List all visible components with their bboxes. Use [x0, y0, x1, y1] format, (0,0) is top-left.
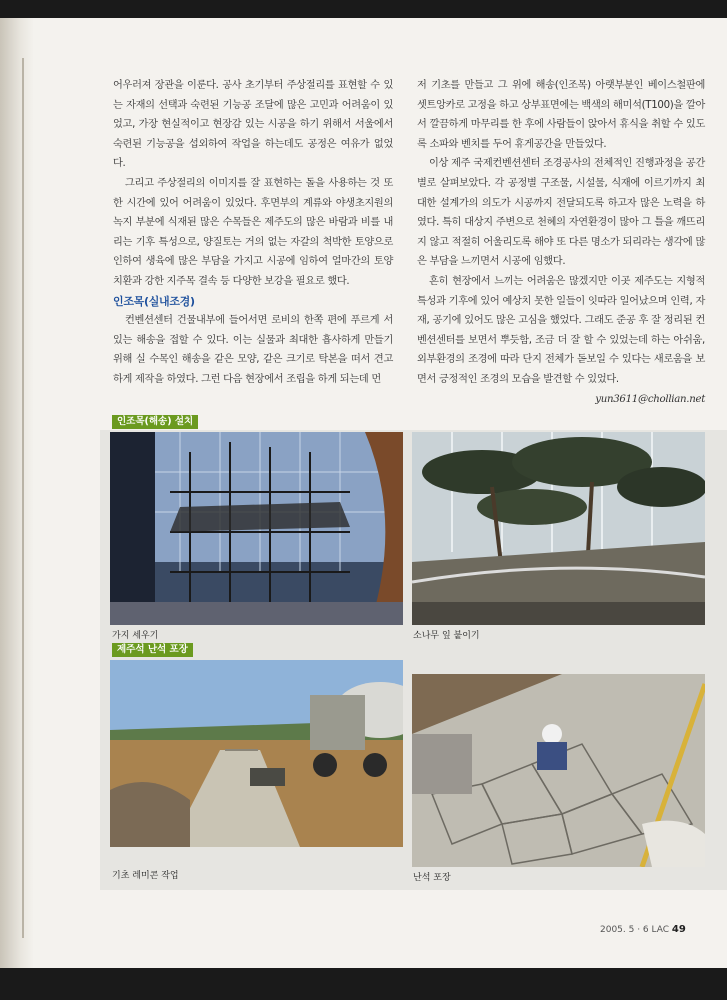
photo-section-tag-1: 인조목(해송) 설치: [112, 415, 198, 429]
page-number: 49: [671, 924, 686, 935]
caption-concrete-work: 기초 레미콘 작업: [112, 871, 179, 881]
caption-pine-needles: 소나무 잎 붙이기: [413, 631, 480, 641]
issue-label: 2005. 5 · 6 LAC: [600, 925, 670, 935]
page-footer: [600, 924, 686, 935]
left-paragraph-1: 어우러져 장관을 이룬다. 공사 초기부터 주상절리를 표현할 수 있는 자재의 선택과 숙련된 기능공 조달에 많은 고민과 어려움이 있었고, 가장 현실적이고 현장감 있는 시공을 하기 위해서 서울에서 숙련된 기능공을 섭외하여 작업을 하는데도 공정은 여유가 없었다.: [113, 80, 393, 170]
photo-stone-paving: [412, 674, 705, 867]
left-text-column: [113, 76, 393, 390]
binding-shadow: [22, 58, 24, 938]
right-paragraph-2: 이상 제주 국제컨벤션센터 조경공사의 전체적인 진행과정을 공간별로 살펴보았다. 각 공정별 구조물, 시설물, 식재에 이르기까지 최대한 설계가의 의도가 시공까지 전달되도록 하고자 많은 노력을 하였다. 특히 대상지 주변으로 천혜의 자연환경이 많아 그 틀을 깨뜨리지 않고 적절히 어울리도록 해야 또 다른 명소가 되리라는 생각에 많은 부담을 느끼면서 시공에 임했다.: [417, 158, 705, 268]
page-binding: [0, 18, 34, 968]
photo-pine-needles: [412, 432, 705, 625]
photo-concrete-work: [110, 660, 403, 847]
left-paragraph-2: 그리고 주상절리의 이미지를 잘 표현하는 돌을 사용하는 것 또한 시간에 있어 어려움이 있었다. 후면부의 계류와 야생초지원의 녹지 부분에 식재된 많은 수목들은 제주도의 많은 바람과 비를 내리는 기후 특성으로, 양질토는 거의 없는 자갈의 척박한 토양으로 인하여 생육에 많은 부담을 가지고 시공에 임하여 얼마간의 토양 치환과 강한 지주목 결속 등 다양한 보강을 필요로 했다.: [113, 177, 393, 287]
magazine-page: [0, 18, 727, 968]
right-paragraph-1: 저 기초를 만들고 그 위에 해송(인조목) 아랫부분인 베이스철판에 셋트앙카로 고정을 하고 상부표면에는 백색의 해미석(T100)을 깔아서 깔끔하게 마무리를 한 후에 사람들이 앉아서 휴식을 취할 수 있도록 소파와 벤치를 두어 휴게공간을 만들었다.: [417, 80, 705, 150]
right-text-column: [417, 76, 705, 409]
author-email: yun3611@chollian.net: [595, 393, 705, 405]
section-heading: 인조목(실내조경): [113, 294, 195, 308]
caption-branch-setting: 가지 세우기: [112, 631, 159, 641]
caption-stone-paving: 난석 포장: [413, 873, 451, 883]
left-paragraph-3: 컨벤션센터 건물내부에 들어서면 로비의 한쪽 편에 푸르게 서 있는 해송을 접할 수 있다. 이는 실물과 최대한 흡사하게 만들기 위해 실 수목인 해송을 같은 모양, 같은 크기로 탁본을 떠서 견고하게 제작을 하였다. 그런 다음 현장에서 조립을 하게 되는데 먼: [113, 315, 393, 385]
photo-section-tag-2: 제주석 난석 포장: [112, 643, 193, 657]
right-paragraph-3: 흔히 현장에서 느끼는 어려움은 많겠지만 이곳 제주도는 지형적 특성과 기후에 있어 예상치 못한 일들이 잇따라 일어났으며 인력, 자재, 공기에 있어도 많은 고심을 했었다. 그래도 준공 후 잘 정리된 컨벤션센터를 보면서 뿌듯함, 조금 더 잘 할 수 있었는데 하는 아쉬움, 외부환경의 조경에 따라 단지 전체가 돋보일 수 있다는 새로움을 보면서 긍정적인 조경의 모습을 발견할 수 있었다.: [417, 275, 705, 385]
photo-branch-setting: [110, 432, 403, 625]
